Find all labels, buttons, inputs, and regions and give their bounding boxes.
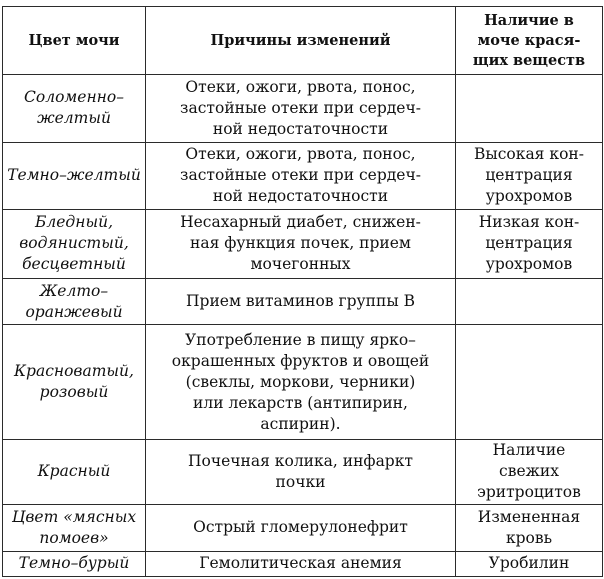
cell-color: Темно–желтый [3,142,146,209]
cell-causes: Острый гломерулонефрит [146,504,456,551]
table-row [3,278,603,325]
cell-causes: Отеки, ожоги, рвота, понос, застойные отеки при сердеч- ной недостаточности [146,142,456,209]
cell-pigments [456,278,603,325]
cell-color: Цвет «мясных помоев» [3,504,146,551]
table-row [3,75,603,143]
cell-causes: Несахарный диабет, снижен- ная функция почек, прием мочегонных [146,209,456,278]
cell-color: Бледный, водянистый, бесцветный [3,209,146,278]
cell-color: Темно–бурый [3,551,146,576]
cell-pigments: Наличие свежих эритроцитов [456,440,603,505]
cell-pigments: Измененная кровь [456,504,603,551]
cell-color: Красный [3,440,146,505]
header-pigments: Наличие в моче крася- щих веществ [456,7,603,75]
urine-color-table [2,6,603,577]
table-row [3,142,603,209]
cell-pigments: Уробилин [456,551,603,576]
cell-color: Красноватый, розовый [3,325,146,440]
header-color: Цвет мочи [3,7,146,75]
cell-causes: Употребление в пищу ярко– окрашенных фруктов и овощей (свеклы, моркови, черники) или лекарств (антипирин, аспирин). [146,325,456,440]
cell-causes: Отеки, ожоги, рвота, понос, застойные отеки при сердеч- ной недостаточности [146,75,456,143]
cell-causes: Почечная колика, инфаркт почки [146,440,456,505]
cell-pigments: Низкая кон- центрация урохромов [456,209,603,278]
cell-causes: Прием витаминов группы В [146,278,456,325]
header-causes: Причины изменений [146,7,456,75]
table-row [3,209,603,278]
cell-causes: Гемолитическая анемия [146,551,456,576]
cell-color: Желто– оранжевый [3,278,146,325]
header-row [3,7,603,75]
cell-color: Соломенно– желтый [3,75,146,143]
cell-pigments [456,325,603,440]
table-row [3,440,603,505]
cell-pigments: Высокая кон- центрация урохромов [456,142,603,209]
cell-pigments [456,75,603,143]
table-row [3,551,603,576]
table-row [3,504,603,551]
table-row [3,325,603,440]
